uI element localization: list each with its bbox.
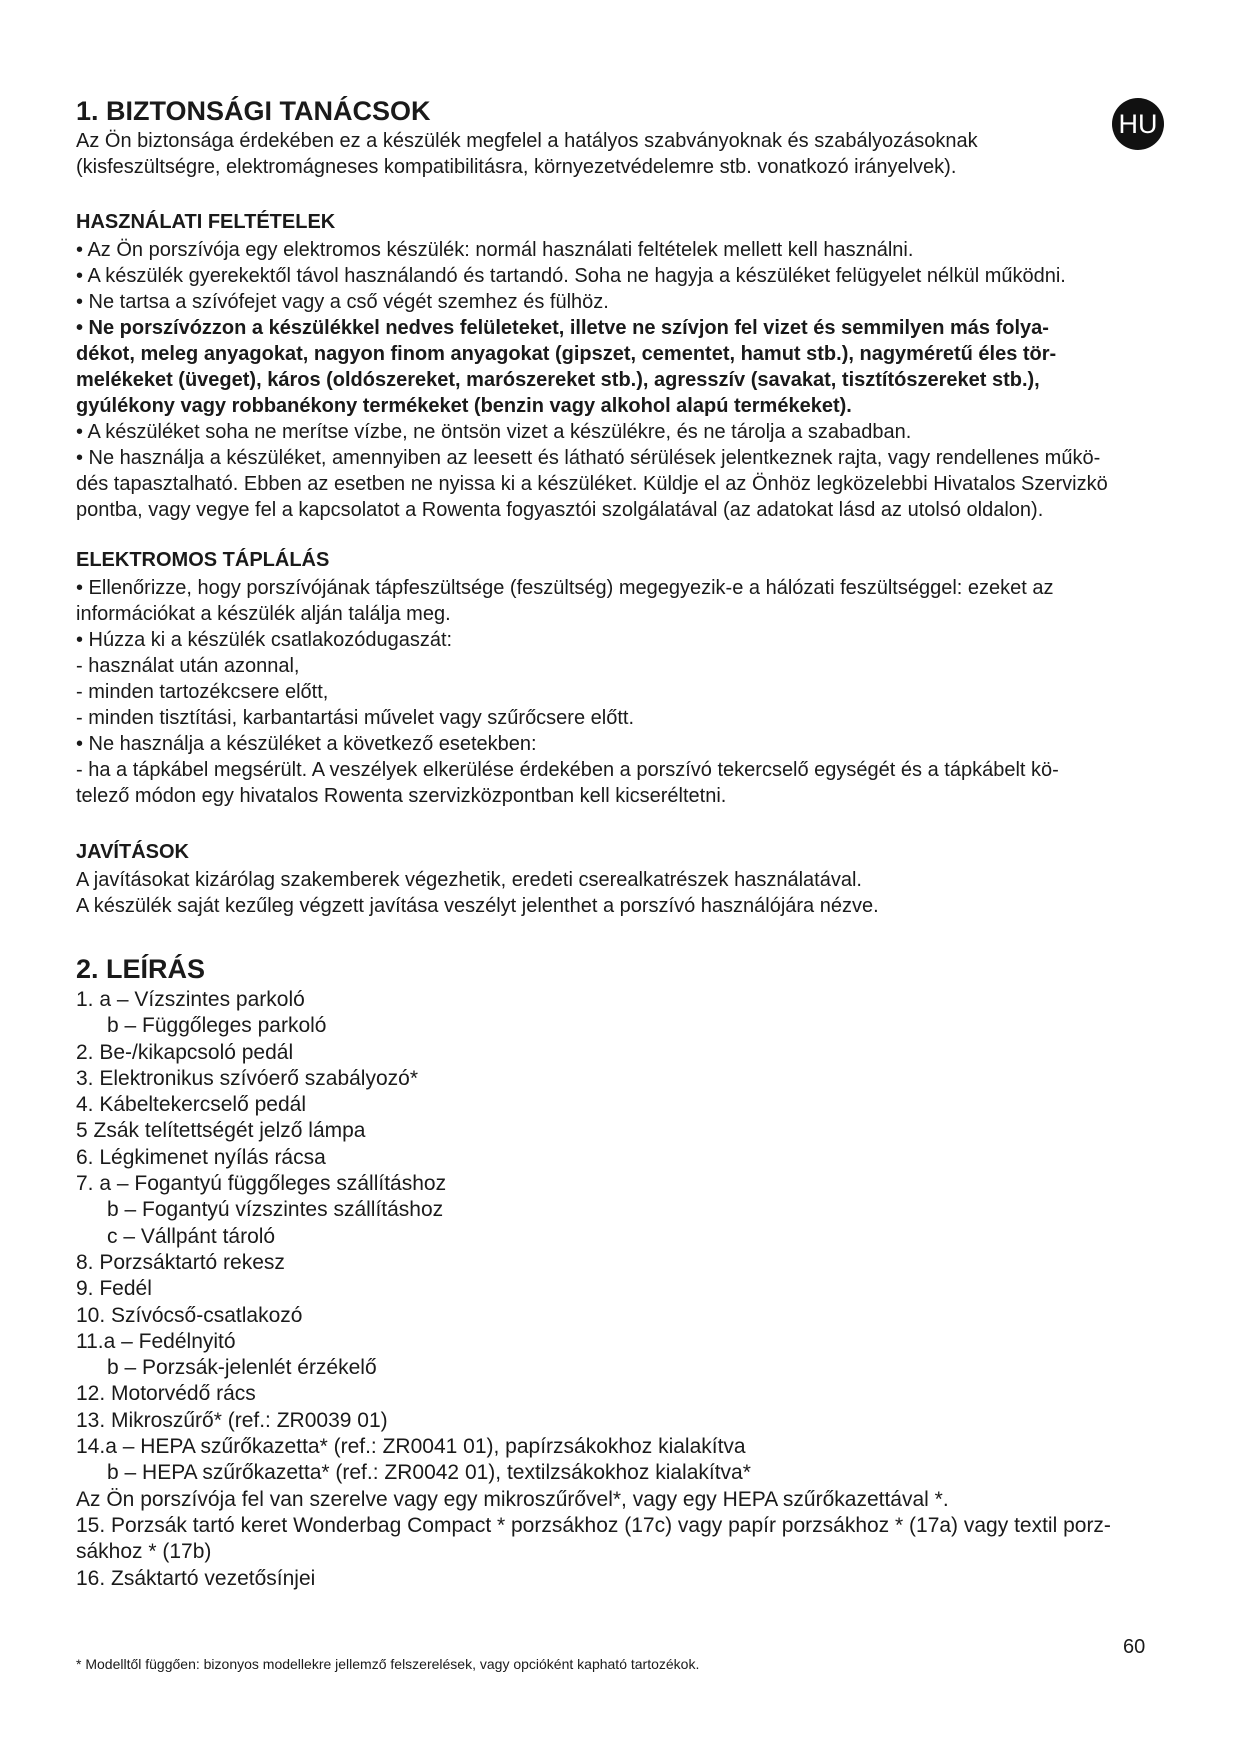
description-section <box>76 952 1111 1592</box>
page-number: 60 <box>1123 1636 1146 1658</box>
paragraph-line: • Az Ön porszívója egy elektromos készülék: normál használati feltételek mellett kell használni. <box>76 239 914 261</box>
list-item: 12. Motorvédő rács <box>76 1382 256 1406</box>
list-item: c – Vállpánt tároló <box>107 1224 276 1248</box>
list-item: 5 Zsák telítettségét jelző lámpa <box>76 1119 366 1143</box>
paragraph-line: • Ne használja a készüléket, amennyiben az leesett és látható sérülések jelentkeznek rajta, vagy rendellenes műkö- <box>76 447 1101 469</box>
list-item: 16. Zsáktartó vezetősínjei <box>76 1566 316 1590</box>
subsection-title: JAVÍTÁSOK <box>76 841 189 863</box>
footnote: * Modelltől függően: bizonyos modellekre jellemző felszerelések, vagy opcióként kapható tartozékok. <box>76 1656 700 1672</box>
paragraph-line: pontba, vagy vegye fel a kapcsolatot a Rowenta fogyasztói szolgálatával (az adatokat lásd az utolsó oldalon). <box>76 499 1044 521</box>
language-badge: HU <box>1112 98 1164 150</box>
list-item: 7. a – Fogantyú függőleges szállításhoz <box>76 1172 447 1196</box>
paragraph-line: A javításokat kizárólag szakemberek végezhetik, eredeti cserealkatrészek használatával. <box>76 869 862 891</box>
list-item: 3. Elektronikus szívóerő szabályozó* <box>76 1066 418 1090</box>
warning-line: melékeket (üveget), káros (oldószereket, marószereket stb.), agresszív (savakat, tisztítószereket stb.), <box>76 369 1040 391</box>
section-title: 1. BIZTONSÁGI TANÁCSOK <box>76 96 431 126</box>
repairs-section <box>76 840 879 919</box>
warning-line: • Ne porszívózzon a készülékkel nedves felületeket, illetve ne szívjon fel vizet és semmilyen más folya- <box>76 317 1049 339</box>
list-item: 15. Porzsák tartó keret Wonderbag Compact * porzsákhoz (17c) vagy papír porzsákhoz * (17a) vagy textil porz- <box>76 1513 1111 1537</box>
subsection-title: HASZNÁLATI FELTÉTELEK <box>76 211 336 233</box>
conditions-section <box>76 210 1108 523</box>
paragraph-line: telező módon egy hivatalos Rowenta szervizközpontban kell kicseréltetni. <box>76 785 727 807</box>
warning-line: gyúlékony vagy robbanékony termékeket (benzin vagy alkohol alapú termékeket). <box>76 395 852 417</box>
section-title: 2. LEÍRÁS <box>76 954 206 984</box>
paragraph-line: információkat a készülék alján találja meg. <box>76 603 451 625</box>
paragraph-line: - minden tisztítási, karbantartási művelet vagy szűrőcsere előtt. <box>76 707 635 729</box>
paragraph-line: dés tapasztalható. Ebben az esetben ne nyissa ki a készüléket. Küldje el az Önhöz legközelebbi Hivatalos Szervizkö <box>76 473 1108 495</box>
subsection-title: ELEKTROMOS TÁPLÁLÁS <box>76 549 330 571</box>
paragraph-line: A készülék saját kezűleg végzett javítása veszélyt jelenthet a porszívó használójára nézve. <box>76 895 879 917</box>
power-section <box>76 548 1059 809</box>
list-item: 8. Porzsáktartó rekesz <box>76 1250 285 1274</box>
paragraph-line: (kisfeszültségre, elektromágneses kompatibilitásra, környezetvédelemre stb. vonatkozó irányelvek). <box>76 156 957 178</box>
paragraph-line: • Ne használja a készüléket a következő esetekben: <box>76 733 537 755</box>
list-item: 9. Fedél <box>76 1277 152 1301</box>
list-item: Az Ön porszívója fel van szerelve vagy egy mikroszűrővel*, vagy egy HEPA szűrőkazettával *. <box>76 1487 949 1511</box>
paragraph-line: • Húzza ki a készülék csatlakozódugaszát: <box>76 629 453 651</box>
paragraph-line: • Ellenőrizze, hogy porszívójának tápfeszültsége (feszültség) megegyezik-e a hálózati feszültséggel: ezeket az <box>76 577 1054 599</box>
list-item: 6. Légkimenet nyílás rácsa <box>76 1145 326 1169</box>
list-item: b – Fogantyú vízszintes szállításhoz <box>107 1198 444 1222</box>
paragraph-line: - minden tartozékcsere előtt, <box>76 681 329 703</box>
list-item: b – HEPA szűrőkazetta* (ref.: ZR0042 01), textilzsákokhoz kialakítva* <box>107 1461 751 1485</box>
paragraph-line: - ha a tápkábel megsérült. A veszélyek elkerülése érdekében a porszívó tekercselő egységét és a tápkábelt kö- <box>76 759 1059 781</box>
safety-section <box>76 94 978 180</box>
list-item: 11.a – Fedélnyitó <box>76 1329 236 1353</box>
warning-line: dékot, meleg anyagokat, nagyon finom anyagokat (gipszet, cementet, hamut stb.), nagyméretű éles tör- <box>76 343 1057 365</box>
paragraph-line: Az Ön biztonsága érdekében ez a készülék megfelel a hatályos szabványoknak és szabályozásoknak <box>76 130 978 152</box>
paragraph-line: • A készüléket soha ne merítse vízbe, ne öntsön vizet a készülékre, és ne tárolja a szabadban. <box>76 421 912 443</box>
list-item: 1. a – Vízszintes parkoló <box>76 988 305 1011</box>
list-item: b – Függőleges parkoló <box>107 1014 327 1038</box>
list-item: 14.a – HEPA szűrőkazetta* (ref.: ZR0041 01), papírzsákokhoz kialakítva <box>76 1435 746 1459</box>
list-item: 2. Be-/kikapcsoló pedál <box>76 1040 294 1064</box>
list-item: b – Porzsák-jelenlét érzékelő <box>107 1356 377 1380</box>
list-item: 13. Mikroszűrő* (ref.: ZR0039 01) <box>76 1408 388 1432</box>
list-item: 4. Kábeltekercselő pedál <box>76 1093 306 1117</box>
list-item: 10. Szívócső-csatlakozó <box>76 1303 303 1327</box>
paragraph-line: - használat után azonnal, <box>76 655 300 677</box>
paragraph-line: • Ne tartsa a szívófejet vagy a cső végét szemhez és fülhöz. <box>76 291 609 313</box>
paragraph-line: • A készülék gyerekektől távol használandó és tartandó. Soha ne hagyja a készüléket felügyelet nélkül működni. <box>76 265 1066 287</box>
parts-list <box>76 987 1111 1592</box>
list-item: sákhoz * (17b) <box>76 1540 212 1564</box>
